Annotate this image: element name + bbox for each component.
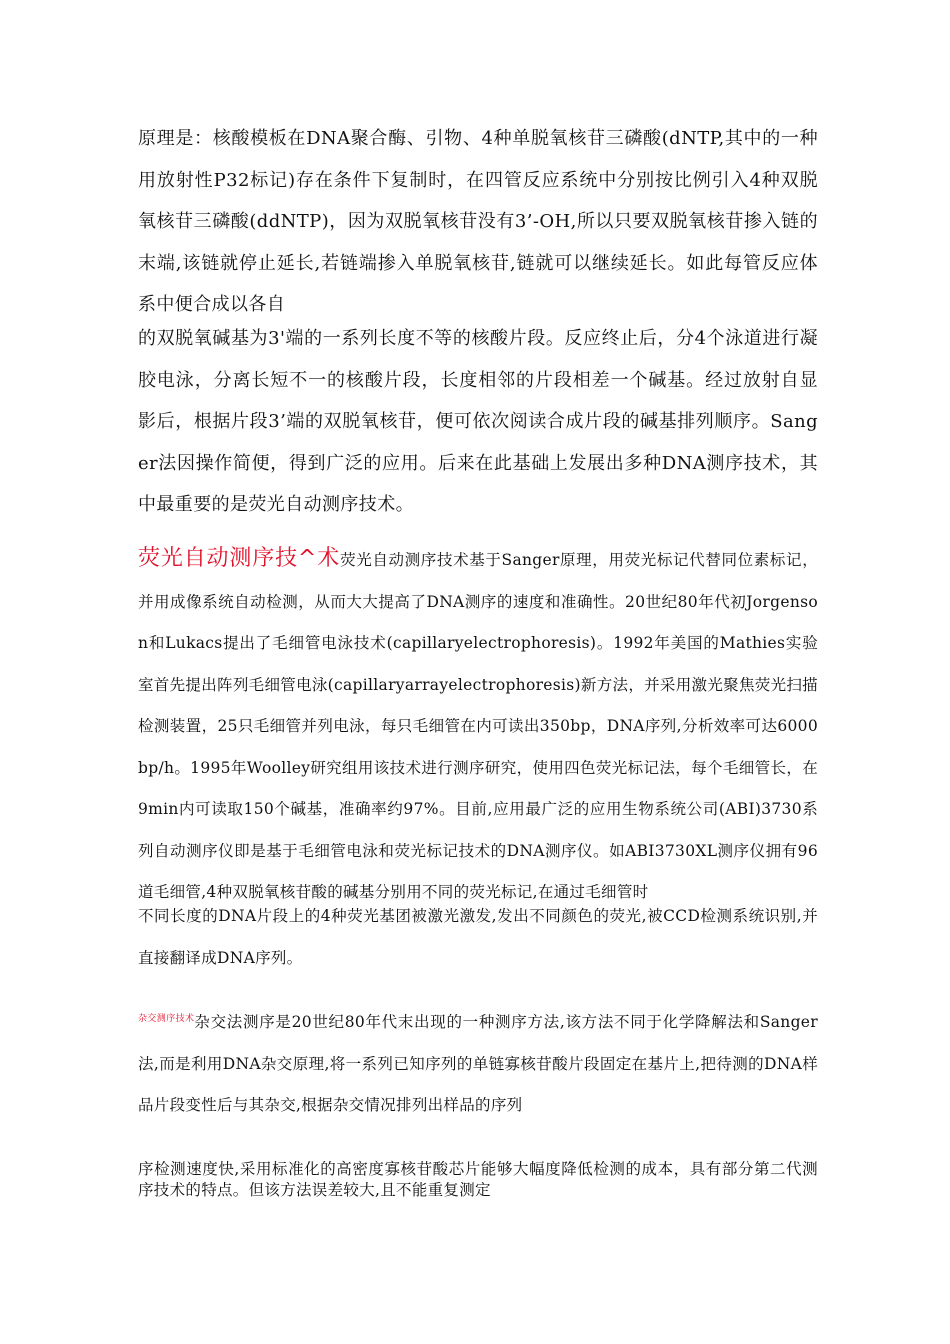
- paragraph-sanger-electrophoresis: 的双脱氧碱基为3'端的一系列长度不等的核酸片段。反应终止后，分4个泳道进行凝胶电泳，分离长短不一的核酸片段，长度相邻的片段相差一个碱基。经过放射自显影后，根据片段3’端的双脱氧核苷，便可依次阅读合成片段的碱基排列顺序。Sanger法因操作简便，得到广泛的应用。后来在此基础上发展出多种DNA测序技术，其中最重要的是荧光自动测序技术。: [138, 328, 818, 515]
- paragraph-hybridization-sequencing: [138, 999, 818, 1127]
- paragraph-fluorescent-sequencing-text: 荧光自动测序技术基于Sanger原理，用荧光标记代替同位素标记，并用成像系统自动检测，从而大大提高了DNA测序的速度和准确性。20世纪80年代初Jorgenson和Lukacs提出了毛细管电泳技术(capillaryelectrophoresis)。1992年美国的Mathies实验室首先提出阵列毛细管电泳(capillaryarrayelectrophoresis)新方法，并采用激光聚焦荧光扫描检测装置，25只毛细管并列电泳，每只毛细管在内可读出350bp，DNA序列,分析效率可达6000bp/h。1995年Woolley研究组用该技术进行测序研究，使用四色荧光标记法，每个毛细管长，在9min内可读取150个碱基，准确率约97%。目前,应用最广泛的应用生物系统公司(ABI)3730系列自动测序仪即是基于毛细管电泳和荧光标记技术的DNA测序仪。如ABI3730XL测序仪拥有96道毛细管,4种双脱氧核苷酸的碱基分别用不同的荧光标记,在通过毛细管时: [138, 551, 819, 901]
- paragraph-hybridization-features: 序检测速度快,采用标准化的高密度寡核苷酸芯片能够大幅度降低检测的成本，具有部分第二代测序技术的特点。但该方法误差较大,且不能重复测定: [138, 1160, 818, 1199]
- paragraph-ccd-detection: 不同长度的DNA片段上的4种荧光基团被激光激发,发出不同颜色的荧光,被CCD检测系统识别,并直接翻译成DNA序列。: [138, 907, 818, 967]
- heading-hybridization-sequencing: 杂交测序技术: [138, 1014, 195, 1024]
- paragraph-sanger-principle: 原理是：核酸模板在DNA聚合酶、引物、4种单脱氧核苷三磷酸(dNTP,其中的一种用放射性P32标记)存在条件下复制时，在四管反应系统中分别按比例引入4种双脱氧核苷三磷酸(ddNTP)，因为双脱氧核苷没有3’-OH,所以只要双脱氧核苷掺入链的末端,该链就停止延长,若链端掺入单脱氧核苷,链就可以继续延长。如此每管反应体系中便合成以各自: [138, 128, 818, 315]
- heading-fluorescent-sequencing: 荧光自动测序技^术: [138, 546, 341, 571]
- paragraph-fluorescent-sequencing: [138, 538, 818, 914]
- paragraph-hybridization-sequencing-text: 杂交法测序是20世纪80年代末出现的一种测序方法,该方法不同于化学降解法和Sanger法,而是利用DNA杂交原理,将一系列已知序列的单链寡核苷酸片段固定在基片上,把待测的DNA样品片段变性后与其杂交,根据杂交情况排列出样品的序列: [138, 1013, 818, 1114]
